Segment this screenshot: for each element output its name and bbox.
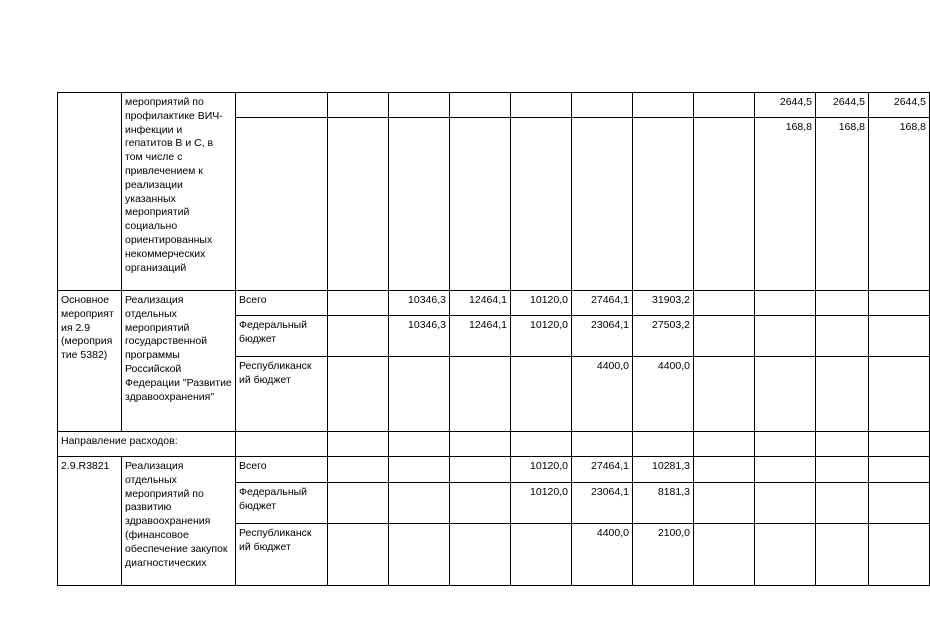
table-cell	[450, 118, 511, 291]
table-cell	[816, 524, 869, 586]
funding-source-cell: Республиканск ий бюджет	[236, 357, 328, 432]
table-cell	[58, 93, 122, 291]
table-cell	[816, 316, 869, 357]
table-cell	[328, 457, 389, 483]
value-cell: 4400,0	[572, 524, 633, 586]
value-cell: 10120,0	[511, 457, 572, 483]
table-cell	[869, 432, 930, 457]
table-cell	[633, 93, 694, 118]
value-cell: 10120,0	[511, 316, 572, 357]
funding-source-cell: Всего	[236, 291, 328, 316]
table-cell	[869, 291, 930, 316]
table-cell	[755, 316, 816, 357]
table-cell	[869, 457, 930, 483]
table-cell	[694, 457, 755, 483]
table-row	[58, 432, 930, 457]
value-cell: 4400,0	[572, 357, 633, 432]
value-cell: 168,8	[816, 118, 869, 291]
table-cell	[450, 93, 511, 118]
event-code-cell: Основное мероприят ия 2.9 (мероприя тие 5382)	[58, 291, 122, 432]
table-row	[58, 93, 930, 118]
section-label-cell: Направление расходов:	[58, 432, 236, 457]
table-cell	[816, 457, 869, 483]
table-cell	[869, 357, 930, 432]
table-cell	[389, 93, 450, 118]
value-cell: 2100,0	[633, 524, 694, 586]
budget-table	[57, 92, 930, 586]
value-cell: 168,8	[755, 118, 816, 291]
table-cell	[511, 432, 572, 457]
table-cell	[755, 357, 816, 432]
table-cell	[328, 432, 389, 457]
table-cell	[816, 357, 869, 432]
table-cell	[869, 316, 930, 357]
table-cell	[450, 524, 511, 586]
event-code-cell: 2.9.R3821	[58, 457, 122, 586]
table-cell	[328, 316, 389, 357]
value-cell: 2644,5	[816, 93, 869, 118]
value-cell: 8181,3	[633, 483, 694, 524]
table-cell	[389, 457, 450, 483]
table-cell	[450, 432, 511, 457]
value-cell: 10120,0	[511, 483, 572, 524]
value-cell: 4400,0	[633, 357, 694, 432]
table-cell	[389, 524, 450, 586]
value-cell: 27464,1	[572, 457, 633, 483]
table-cell	[816, 432, 869, 457]
table-row	[58, 457, 930, 483]
value-cell: 2644,5	[869, 93, 930, 118]
table-cell	[236, 432, 328, 457]
value-cell: 23064,1	[572, 316, 633, 357]
table-cell	[328, 93, 389, 118]
table-cell	[572, 93, 633, 118]
table-cell	[511, 357, 572, 432]
table-cell	[633, 432, 694, 457]
table-cell	[694, 357, 755, 432]
table-cell	[816, 291, 869, 316]
value-cell: 12464,1	[450, 291, 511, 316]
table-cell	[869, 524, 930, 586]
value-cell: 2644,5	[755, 93, 816, 118]
table-cell	[694, 432, 755, 457]
table-cell	[328, 524, 389, 586]
table-cell	[236, 93, 328, 118]
table-cell	[869, 483, 930, 524]
table-cell	[755, 483, 816, 524]
table-cell	[694, 524, 755, 586]
table-cell	[328, 291, 389, 316]
table-cell	[694, 93, 755, 118]
table-cell	[236, 118, 328, 291]
value-cell: 31903,2	[633, 291, 694, 316]
value-cell: 12464,1	[450, 316, 511, 357]
value-cell: 27503,2	[633, 316, 694, 357]
table-cell	[389, 432, 450, 457]
table-cell	[633, 118, 694, 291]
table-cell	[511, 118, 572, 291]
table-cell	[450, 357, 511, 432]
value-cell: 10281,3	[633, 457, 694, 483]
funding-source-cell: Республиканск ий бюджет	[236, 524, 328, 586]
value-cell: 10346,3	[389, 291, 450, 316]
value-cell: 23064,1	[572, 483, 633, 524]
table-cell	[694, 118, 755, 291]
value-cell: 27464,1	[572, 291, 633, 316]
funding-source-cell: Федеральный бюджет	[236, 483, 328, 524]
table-cell	[755, 432, 816, 457]
event-description-cell: мероприятий по профилактике ВИЧ-инфекции и гепатитов В и С, в том числе с привлечением к реализации указанных мероприятий социально ориентированных некоммерческих организаций	[122, 93, 236, 291]
table-cell	[389, 483, 450, 524]
table-cell	[755, 524, 816, 586]
table-cell	[511, 524, 572, 586]
value-cell: 10346,3	[389, 316, 450, 357]
funding-source-cell: Всего	[236, 457, 328, 483]
funding-source-cell: Федеральный бюджет	[236, 316, 328, 357]
table-cell	[328, 483, 389, 524]
table-cell	[755, 457, 816, 483]
event-description-cell: Реализация отдельных мероприятий по развитию здравоохранения (финансовое обеспечение закупок диагностических	[122, 457, 236, 586]
table-cell	[389, 118, 450, 291]
table-cell	[328, 357, 389, 432]
table-cell	[450, 457, 511, 483]
table-cell	[572, 118, 633, 291]
table-cell	[694, 291, 755, 316]
value-cell: 168,8	[869, 118, 930, 291]
table-cell	[572, 432, 633, 457]
table-cell	[816, 483, 869, 524]
table-row	[58, 291, 930, 316]
table-cell	[694, 483, 755, 524]
event-description-cell: Реализация отдельных мероприятий государственной программы Российской Федерации "Развитие здравоохранения"	[122, 291, 236, 432]
table-cell	[389, 357, 450, 432]
table-cell	[450, 483, 511, 524]
value-cell: 10120,0	[511, 291, 572, 316]
table-cell	[328, 118, 389, 291]
table-cell	[694, 316, 755, 357]
table-cell	[511, 93, 572, 118]
table-cell	[755, 291, 816, 316]
